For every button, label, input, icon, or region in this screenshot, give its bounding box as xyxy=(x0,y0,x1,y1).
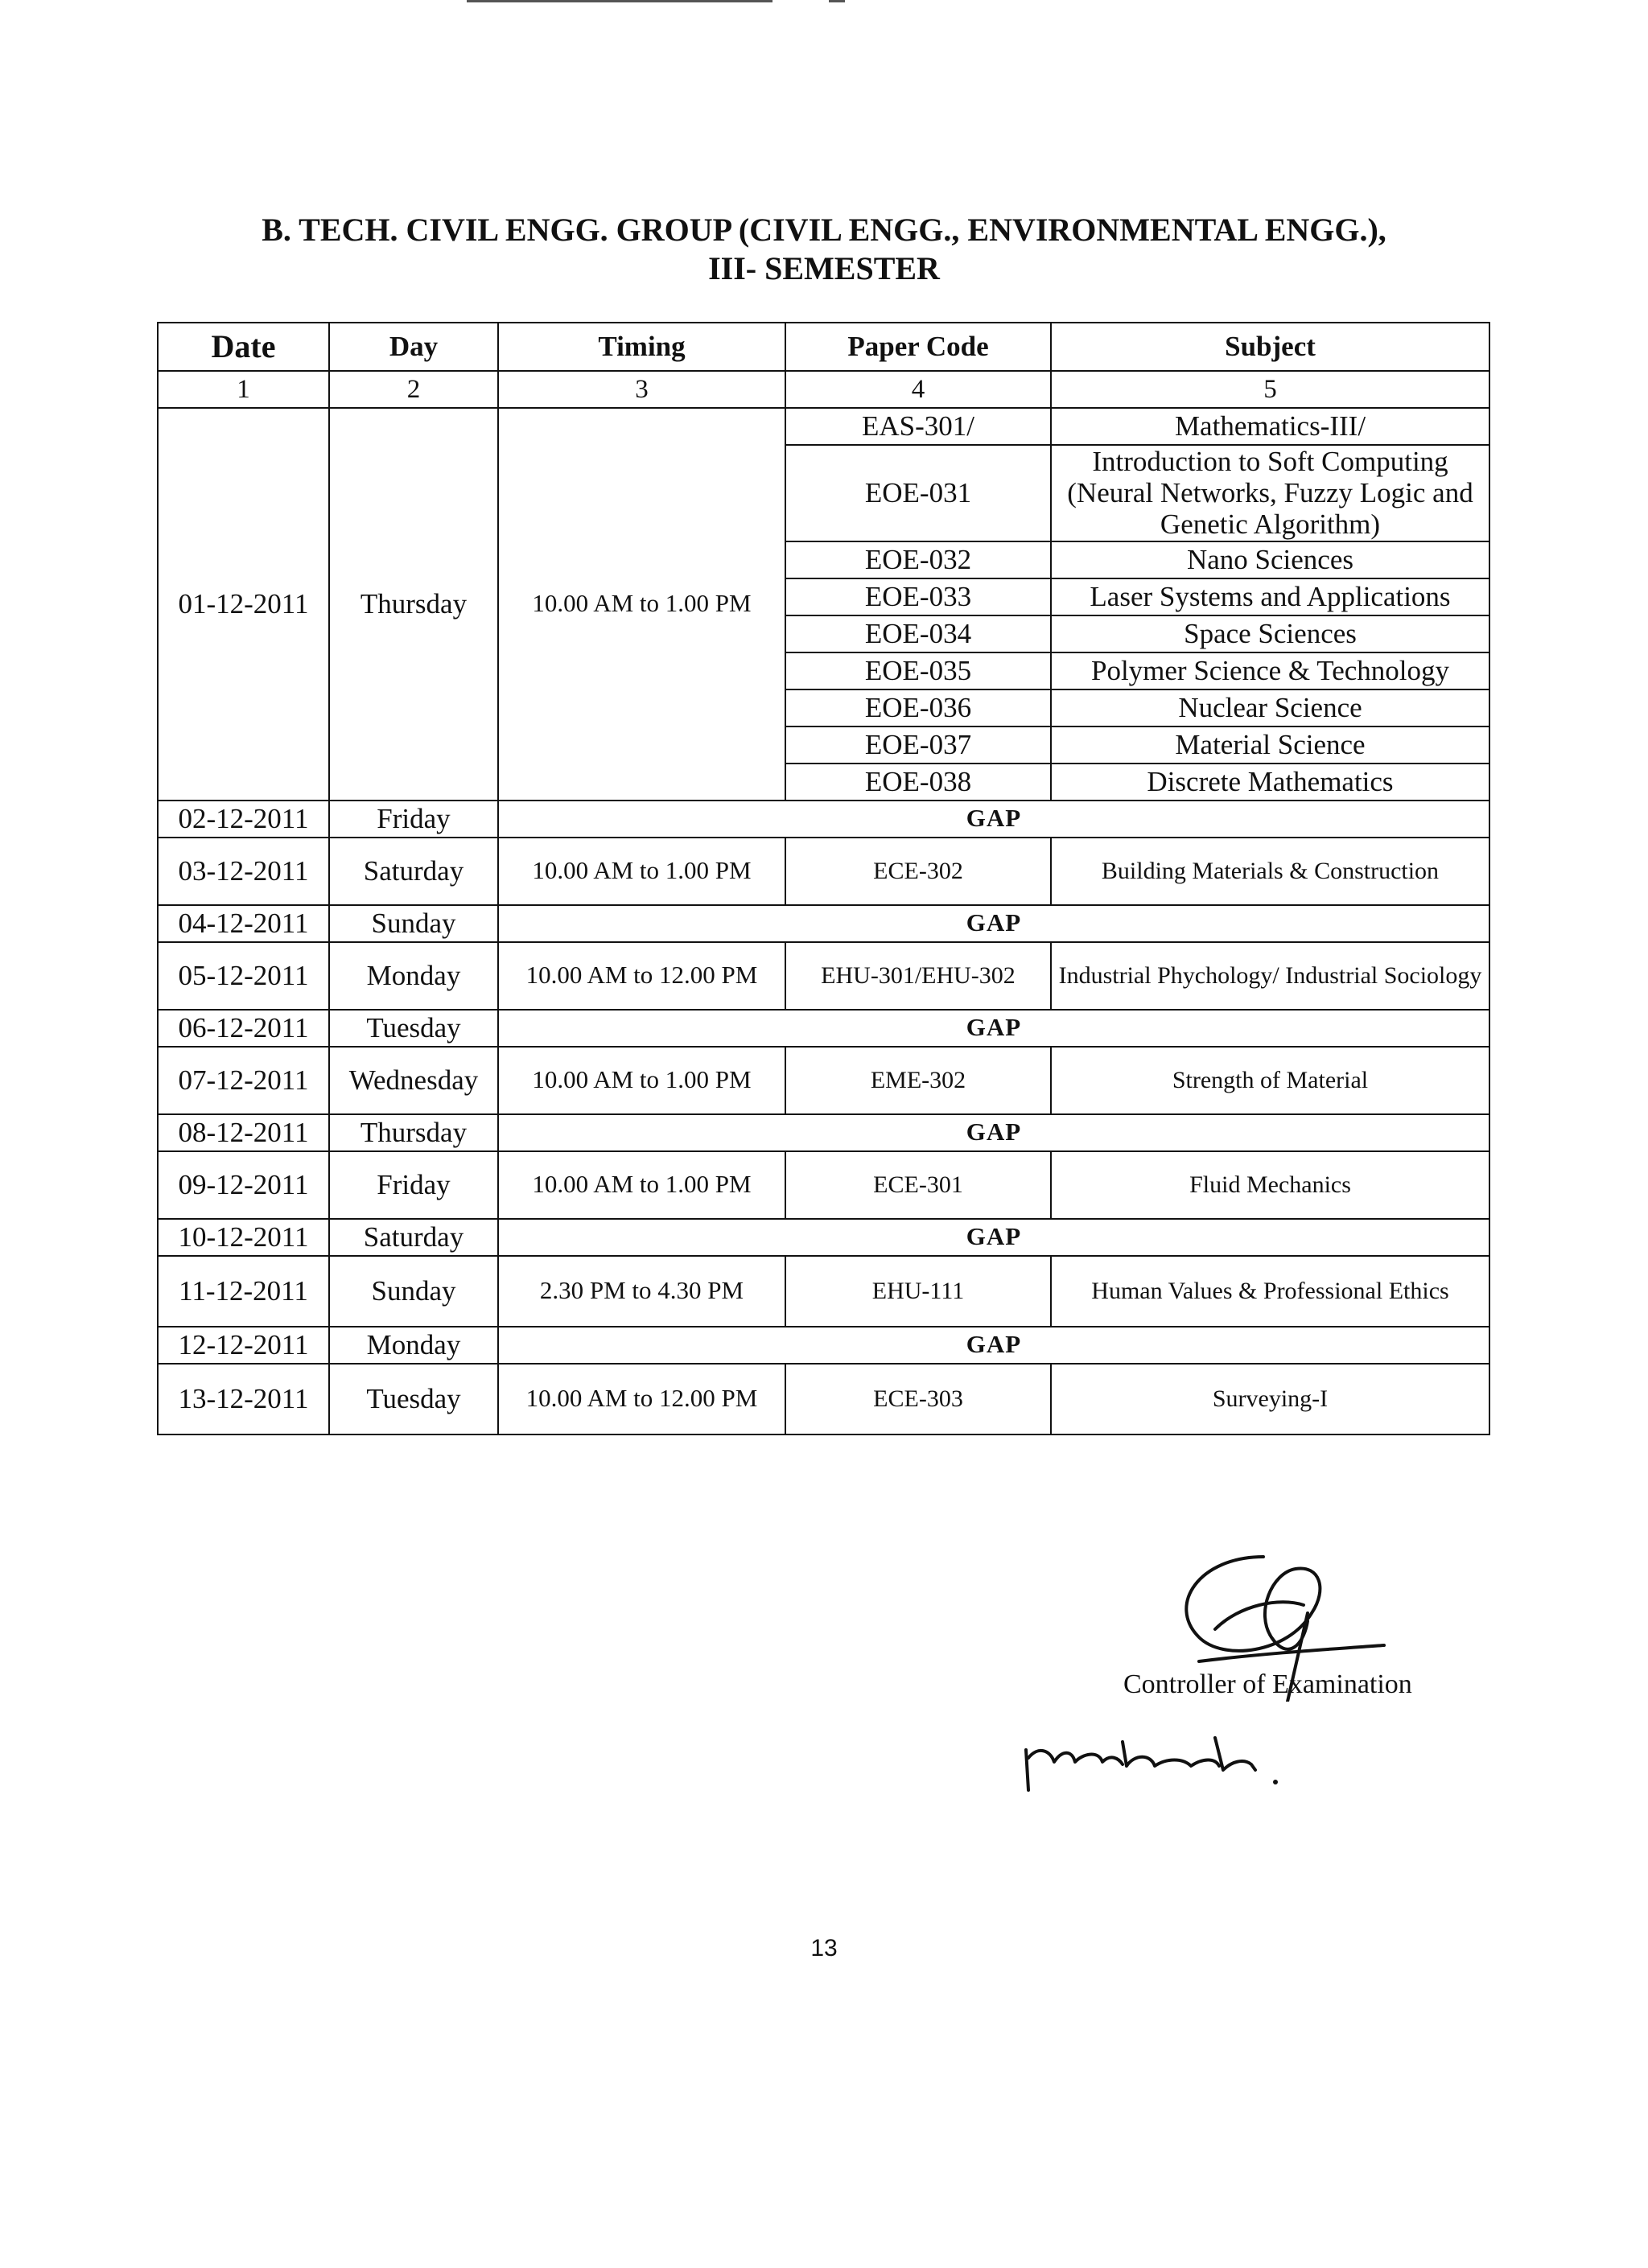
table-row xyxy=(158,1010,1489,1047)
subject: Nuclear Science xyxy=(1051,689,1489,727)
handwritten-note xyxy=(1022,1726,1288,1798)
signature-caption: Controller of Examination xyxy=(1123,1669,1412,1699)
exam-day: Tuesday xyxy=(329,1010,498,1047)
exam-day: Monday xyxy=(329,1327,498,1364)
subject: Laser Systems and Applications xyxy=(1051,578,1489,615)
paper-code: EOE-032 xyxy=(785,541,1051,578)
exam-day: Friday xyxy=(329,1151,498,1219)
exam-day: Sunday xyxy=(329,905,498,942)
exam-timing: 10.00 AM to 12.00 PM xyxy=(498,1364,785,1434)
subject: Discrete Mathematics xyxy=(1051,764,1489,801)
page-number: 13 xyxy=(810,1935,838,1961)
table-row xyxy=(158,905,1489,942)
paper-code: EOE-037 xyxy=(785,727,1051,764)
exam-day: Monday xyxy=(329,942,498,1010)
exam-date: 01-12-2011 xyxy=(158,408,329,801)
exam-timing: 10.00 AM to 12.00 PM xyxy=(498,942,785,1010)
scan-artifact-line xyxy=(467,0,772,2)
column-number: 5 xyxy=(1051,371,1489,408)
column-number: 2 xyxy=(329,371,498,408)
table-row xyxy=(158,942,1489,1010)
paper-code: EHU-301/EHU-302 xyxy=(785,942,1051,1010)
exam-day: Tuesday xyxy=(329,1364,498,1434)
paper-code: EOE-036 xyxy=(785,689,1051,727)
paper-code: EOE-038 xyxy=(785,764,1051,801)
table-row xyxy=(158,1047,1489,1114)
subject: Space Sciences xyxy=(1051,615,1489,652)
paper-code: ECE-303 xyxy=(785,1364,1051,1434)
exam-timing: 10.00 AM to 1.00 PM xyxy=(498,838,785,905)
exam-date: 10-12-2011 xyxy=(158,1219,329,1256)
subject: Polymer Science & Technology xyxy=(1051,652,1489,689)
exam-date: 02-12-2011 xyxy=(158,801,329,838)
subject: Material Science xyxy=(1051,727,1489,764)
exam-date: 08-12-2011 xyxy=(158,1114,329,1151)
exam-date: 12-12-2011 xyxy=(158,1327,329,1364)
exam-day: Friday xyxy=(329,801,498,838)
table-row xyxy=(158,1219,1489,1256)
exam-date: 09-12-2011 xyxy=(158,1151,329,1219)
exam-timing: 2.30 PM to 4.30 PM xyxy=(498,1256,785,1327)
column-number-row xyxy=(158,371,1489,408)
exam-day: Wednesday xyxy=(329,1047,498,1114)
exam-date: 06-12-2011 xyxy=(158,1010,329,1047)
column-number: 4 xyxy=(785,371,1051,408)
exam-day: Thursday xyxy=(329,408,498,801)
paper-code: EOE-034 xyxy=(785,615,1051,652)
exam-timing: 10.00 AM to 1.00 PM xyxy=(498,408,785,801)
header-paper-code: Paper Code xyxy=(785,323,1051,371)
header-timing: Timing xyxy=(498,323,785,371)
exam-timing: 10.00 AM to 1.00 PM xyxy=(498,1047,785,1114)
scan-artifact-mark xyxy=(829,0,845,2)
paper-code: EME-302 xyxy=(785,1047,1051,1114)
exam-date: 04-12-2011 xyxy=(158,905,329,942)
table-row xyxy=(158,1151,1489,1219)
header-date: Date xyxy=(158,323,329,371)
exam-timing: 10.00 AM to 1.00 PM xyxy=(498,1151,785,1219)
table-row xyxy=(158,408,1489,445)
subject: Surveying-I xyxy=(1051,1364,1489,1434)
page-subtitle: III- SEMESTER xyxy=(708,250,940,286)
gap-label: GAP xyxy=(498,1327,1489,1364)
paper-code: EAS-301/ xyxy=(785,408,1051,445)
gap-label: GAP xyxy=(498,1219,1489,1256)
paper-code: ECE-302 xyxy=(785,838,1051,905)
gap-label: GAP xyxy=(498,1010,1489,1047)
exam-schedule-table xyxy=(157,322,1490,1435)
column-number: 3 xyxy=(498,371,785,408)
header-subject: Subject xyxy=(1051,323,1489,371)
table-row xyxy=(158,1364,1489,1434)
table-row xyxy=(158,838,1489,905)
subject: Mathematics-III/ xyxy=(1051,408,1489,445)
paper-code: ECE-301 xyxy=(785,1151,1051,1219)
paper-code: EHU-111 xyxy=(785,1256,1051,1327)
exam-day: Saturday xyxy=(329,1219,498,1256)
subject: Human Values & Professional Ethics xyxy=(1051,1256,1489,1327)
header-row xyxy=(158,323,1489,371)
exam-date: 11-12-2011 xyxy=(158,1256,329,1327)
header-day: Day xyxy=(329,323,498,371)
table-row xyxy=(158,1327,1489,1364)
paper-code: EOE-031 xyxy=(785,445,1051,541)
page-title: B. TECH. CIVIL ENGG. GROUP (CIVIL ENGG., ENVIRONMENTAL ENGG.), xyxy=(262,212,1386,248)
gap-label: GAP xyxy=(498,801,1489,838)
subject: Fluid Mechanics xyxy=(1051,1151,1489,1219)
subject: Building Materials & Construction xyxy=(1051,838,1489,905)
paper-code: EOE-035 xyxy=(785,652,1051,689)
paper-code: EOE-033 xyxy=(785,578,1051,615)
subject: Nano Sciences xyxy=(1051,541,1489,578)
exam-day: Sunday xyxy=(329,1256,498,1327)
exam-date: 07-12-2011 xyxy=(158,1047,329,1114)
exam-day: Thursday xyxy=(329,1114,498,1151)
exam-date: 03-12-2011 xyxy=(158,838,329,905)
table-row xyxy=(158,801,1489,838)
column-number: 1 xyxy=(158,371,329,408)
subject: Introduction to Soft Computing (Neural Networks, Fuzzy Logic and Genetic Algorithm) xyxy=(1051,445,1489,541)
table-row xyxy=(158,1114,1489,1151)
exam-day: Saturday xyxy=(329,838,498,905)
gap-label: GAP xyxy=(498,1114,1489,1151)
subject: Industrial Phychology/ Industrial Sociology xyxy=(1051,942,1489,1010)
subject: Strength of Material xyxy=(1051,1047,1489,1114)
exam-date: 13-12-2011 xyxy=(158,1364,329,1434)
exam-date: 05-12-2011 xyxy=(158,942,329,1010)
gap-label: GAP xyxy=(498,905,1489,942)
table-row xyxy=(158,1256,1489,1327)
